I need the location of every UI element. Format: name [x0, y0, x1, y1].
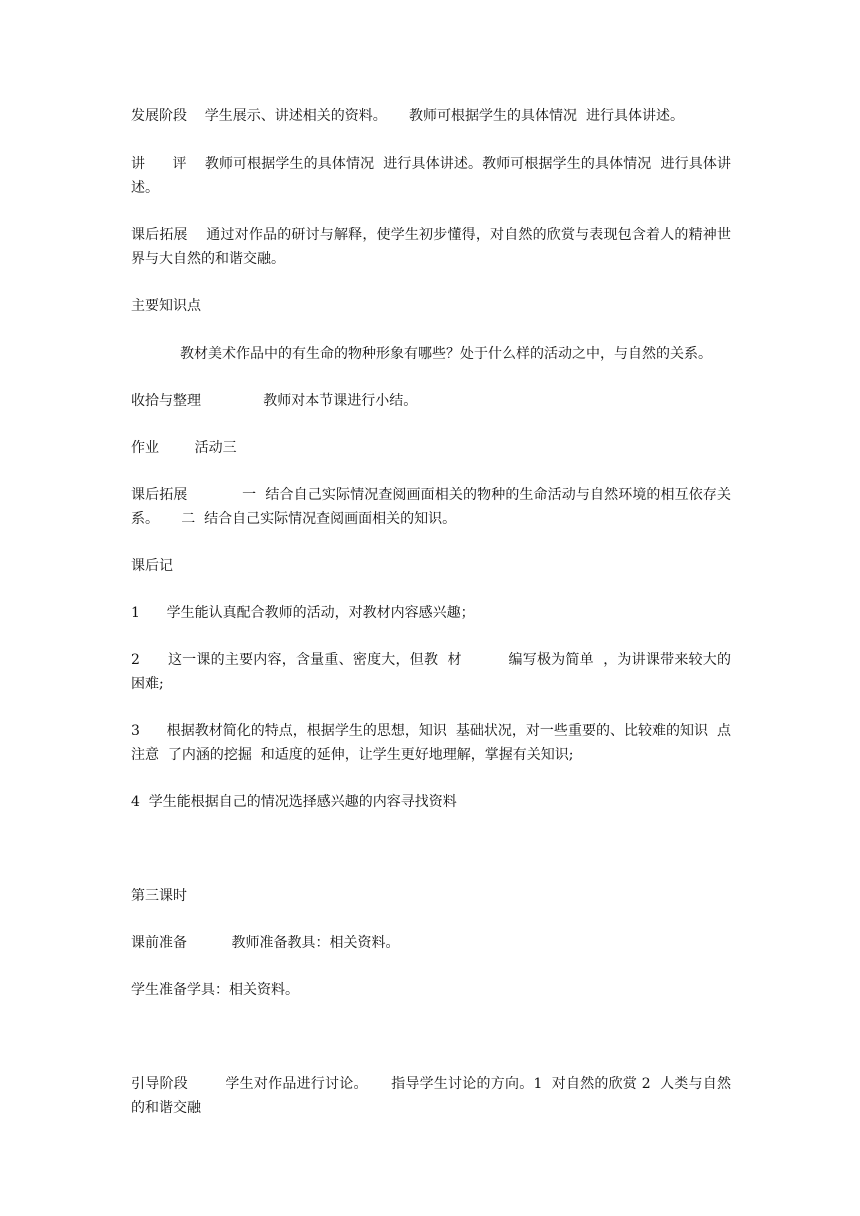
heading-key-points: 主要知识点 — [131, 298, 201, 314]
heading-third-lesson: 第三课时 — [131, 888, 187, 904]
document-page — [131, 104, 731, 1120]
para-homework: 作业 活动三 — [131, 440, 237, 456]
para-wrap-up: 收拾与整理 教师对本节课进行小结。 — [131, 393, 418, 409]
para-after-class-extension-2: 课后拓展 一 结合自己实际情况查阅画面相关的物种的生命活动与自然环境的相互依存关系。 二 结合自己实际情况查阅画面相关的知识。 — [131, 487, 731, 527]
para-commentary: 讲 评 教师可根据学生的具体情况 进行具体讲述。教师可根据学生的具体情况 进行具体讲述。 — [131, 156, 731, 196]
para-key-points-body: 教材美术作品中的有生命的物种形象有哪些？处于什么样的活动之中，与自然的关系。 — [131, 346, 712, 362]
para-development-stage: 发展阶段 学生展示、讲述相关的资料。 教师可根据学生的具体情况 进行具体讲述。 — [131, 108, 684, 124]
para-pre-class-prep: 课前准备 教师准备教具：相关资料。 — [131, 935, 400, 951]
note-item-2: 2 这一课的主要内容，含量重、密度大，但教 材 编写极为简单 ，为讲课带来较大的困难; — [131, 652, 731, 692]
note-item-4: 4 学生能根据自己的情况选择感兴趣的内容寻找资料 — [131, 794, 457, 810]
heading-after-class-notes: 课后记 — [131, 558, 173, 574]
note-item-3: 3 根据教材简化的特点，根据学生的思想，知识 基础状况，对一些重要的、比较难的知识 点注意 了内涵的挖掘 和适度的延伸，让学生更好地理解，掌握有关知识; — [131, 723, 731, 763]
para-student-prep: 学生准备学具：相关资料。 — [131, 982, 299, 998]
para-guidance-stage: 引导阶段 学生对作品进行讨论。 指导学生讨论的方向。1 对自然的欣赏 2 人类与自然的和谐交融 — [131, 1076, 731, 1116]
para-after-class-extension: 课后拓展 通过对作品的研讨与解释，使学生初步懂得，对自然的欣赏与表现包含着人的精神世界与大自然的和谐交融。 — [131, 227, 731, 267]
note-item-1: 1 学生能认真配合教师的活动，对教材内容感兴趣； — [131, 605, 475, 621]
